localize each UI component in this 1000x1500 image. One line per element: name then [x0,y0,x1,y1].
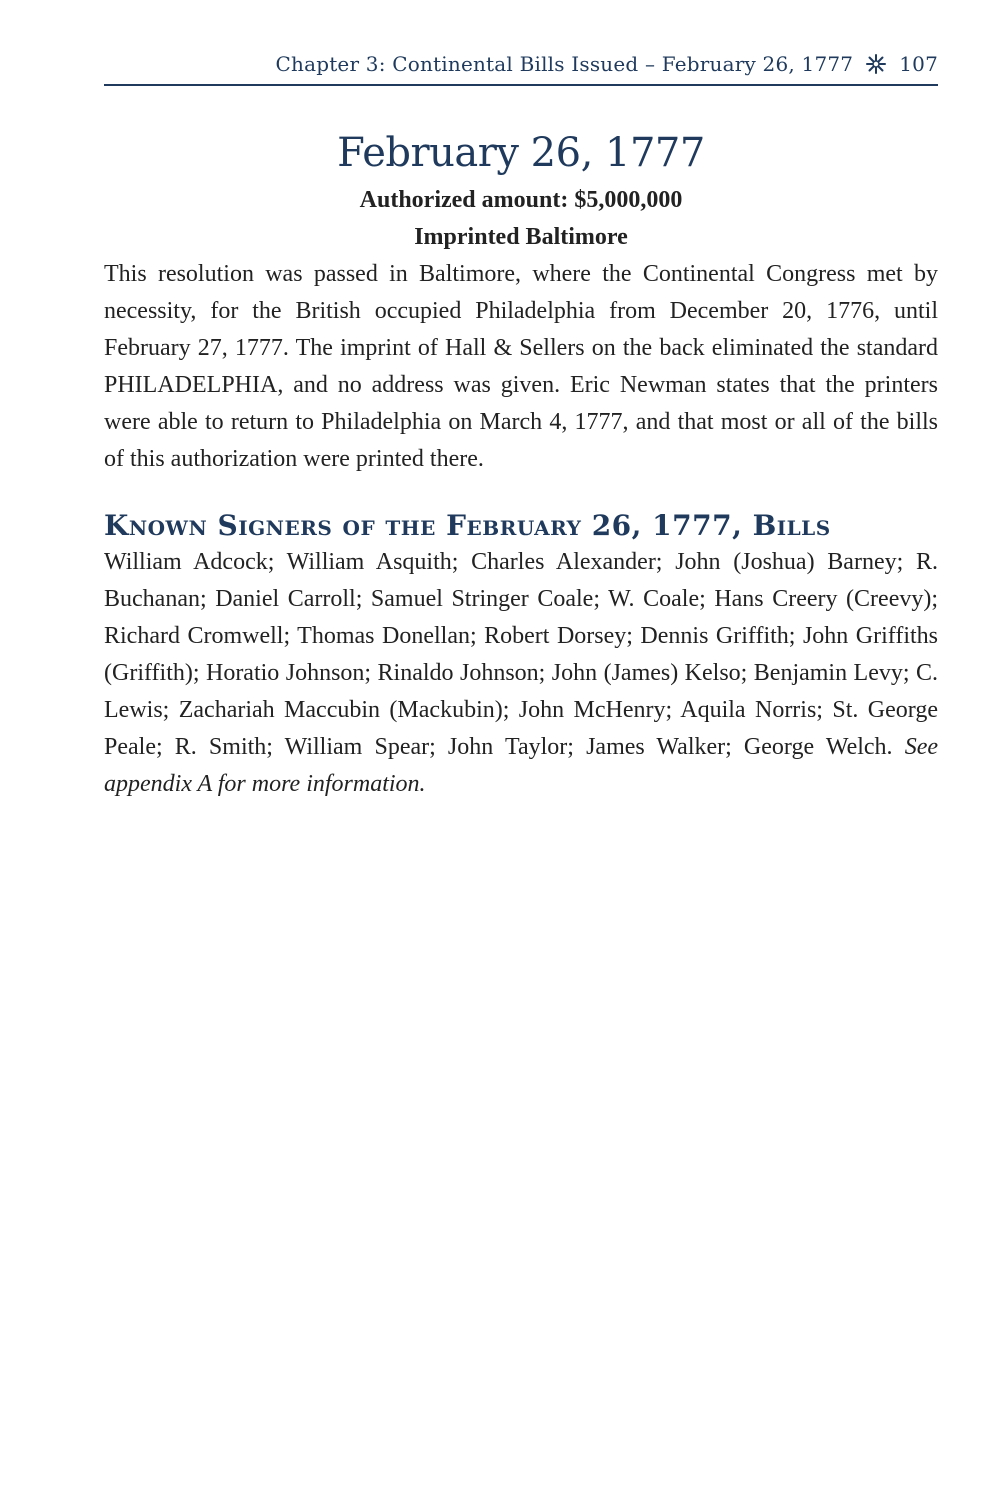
section-title: February 26, 1777 [337,130,705,176]
signers-paragraph [104,544,938,803]
page-content [104,118,938,803]
running-title: Chapter 3: Continental Bills Issued – February 26, 1777 [275,52,854,76]
running-header [104,44,938,86]
intro-paragraph: This resolution was passed in Baltimore, where the Continental Congress met by necessity, for the British occupied Philadelphia from December 20, 1776, until February 27, 1777. The imprint of Hall & Sellers on the back eliminated the standard PHILADELPHIA, and no address was given. Eric Newman states that the printers were able to return to Philadelphia on March 4, 1777, and that most or all of the bills of this authorization were printed there. [104,261,938,472]
page-number: 107 [899,52,938,76]
signers-heading: Known Signers of the February 26, 1777, Bills [104,509,831,542]
authorized-amount: Authorized amount: $5,000,000 [359,187,683,213]
imprint-location: Imprinted Baltimore [414,224,628,250]
asterism-ornament-icon [865,53,887,75]
appendix-note: See appendix A for more information. [104,734,938,797]
signers-list: William Adcock; William Asquith; Charles Alexander; John (Joshua) Barney; R. Buchanan; Daniel Carroll; Samuel Stringer Coale; W. Coale; Hans Creery (Creevy); Richard Cromwell; Thomas Donellan; Robert Dorsey; Dennis Griffith; John Griffiths (Griffith); Horatio Johnson; Rinaldo Johnson; John (James) Kelso; Benjamin Levy; C. Lewis; Zachariah Maccubin (Mackubin); John McHenry; Aquila Norris; St. George Peale; R. Smith; William Spear; John Taylor; James Walker; George Welch. [104,549,938,760]
